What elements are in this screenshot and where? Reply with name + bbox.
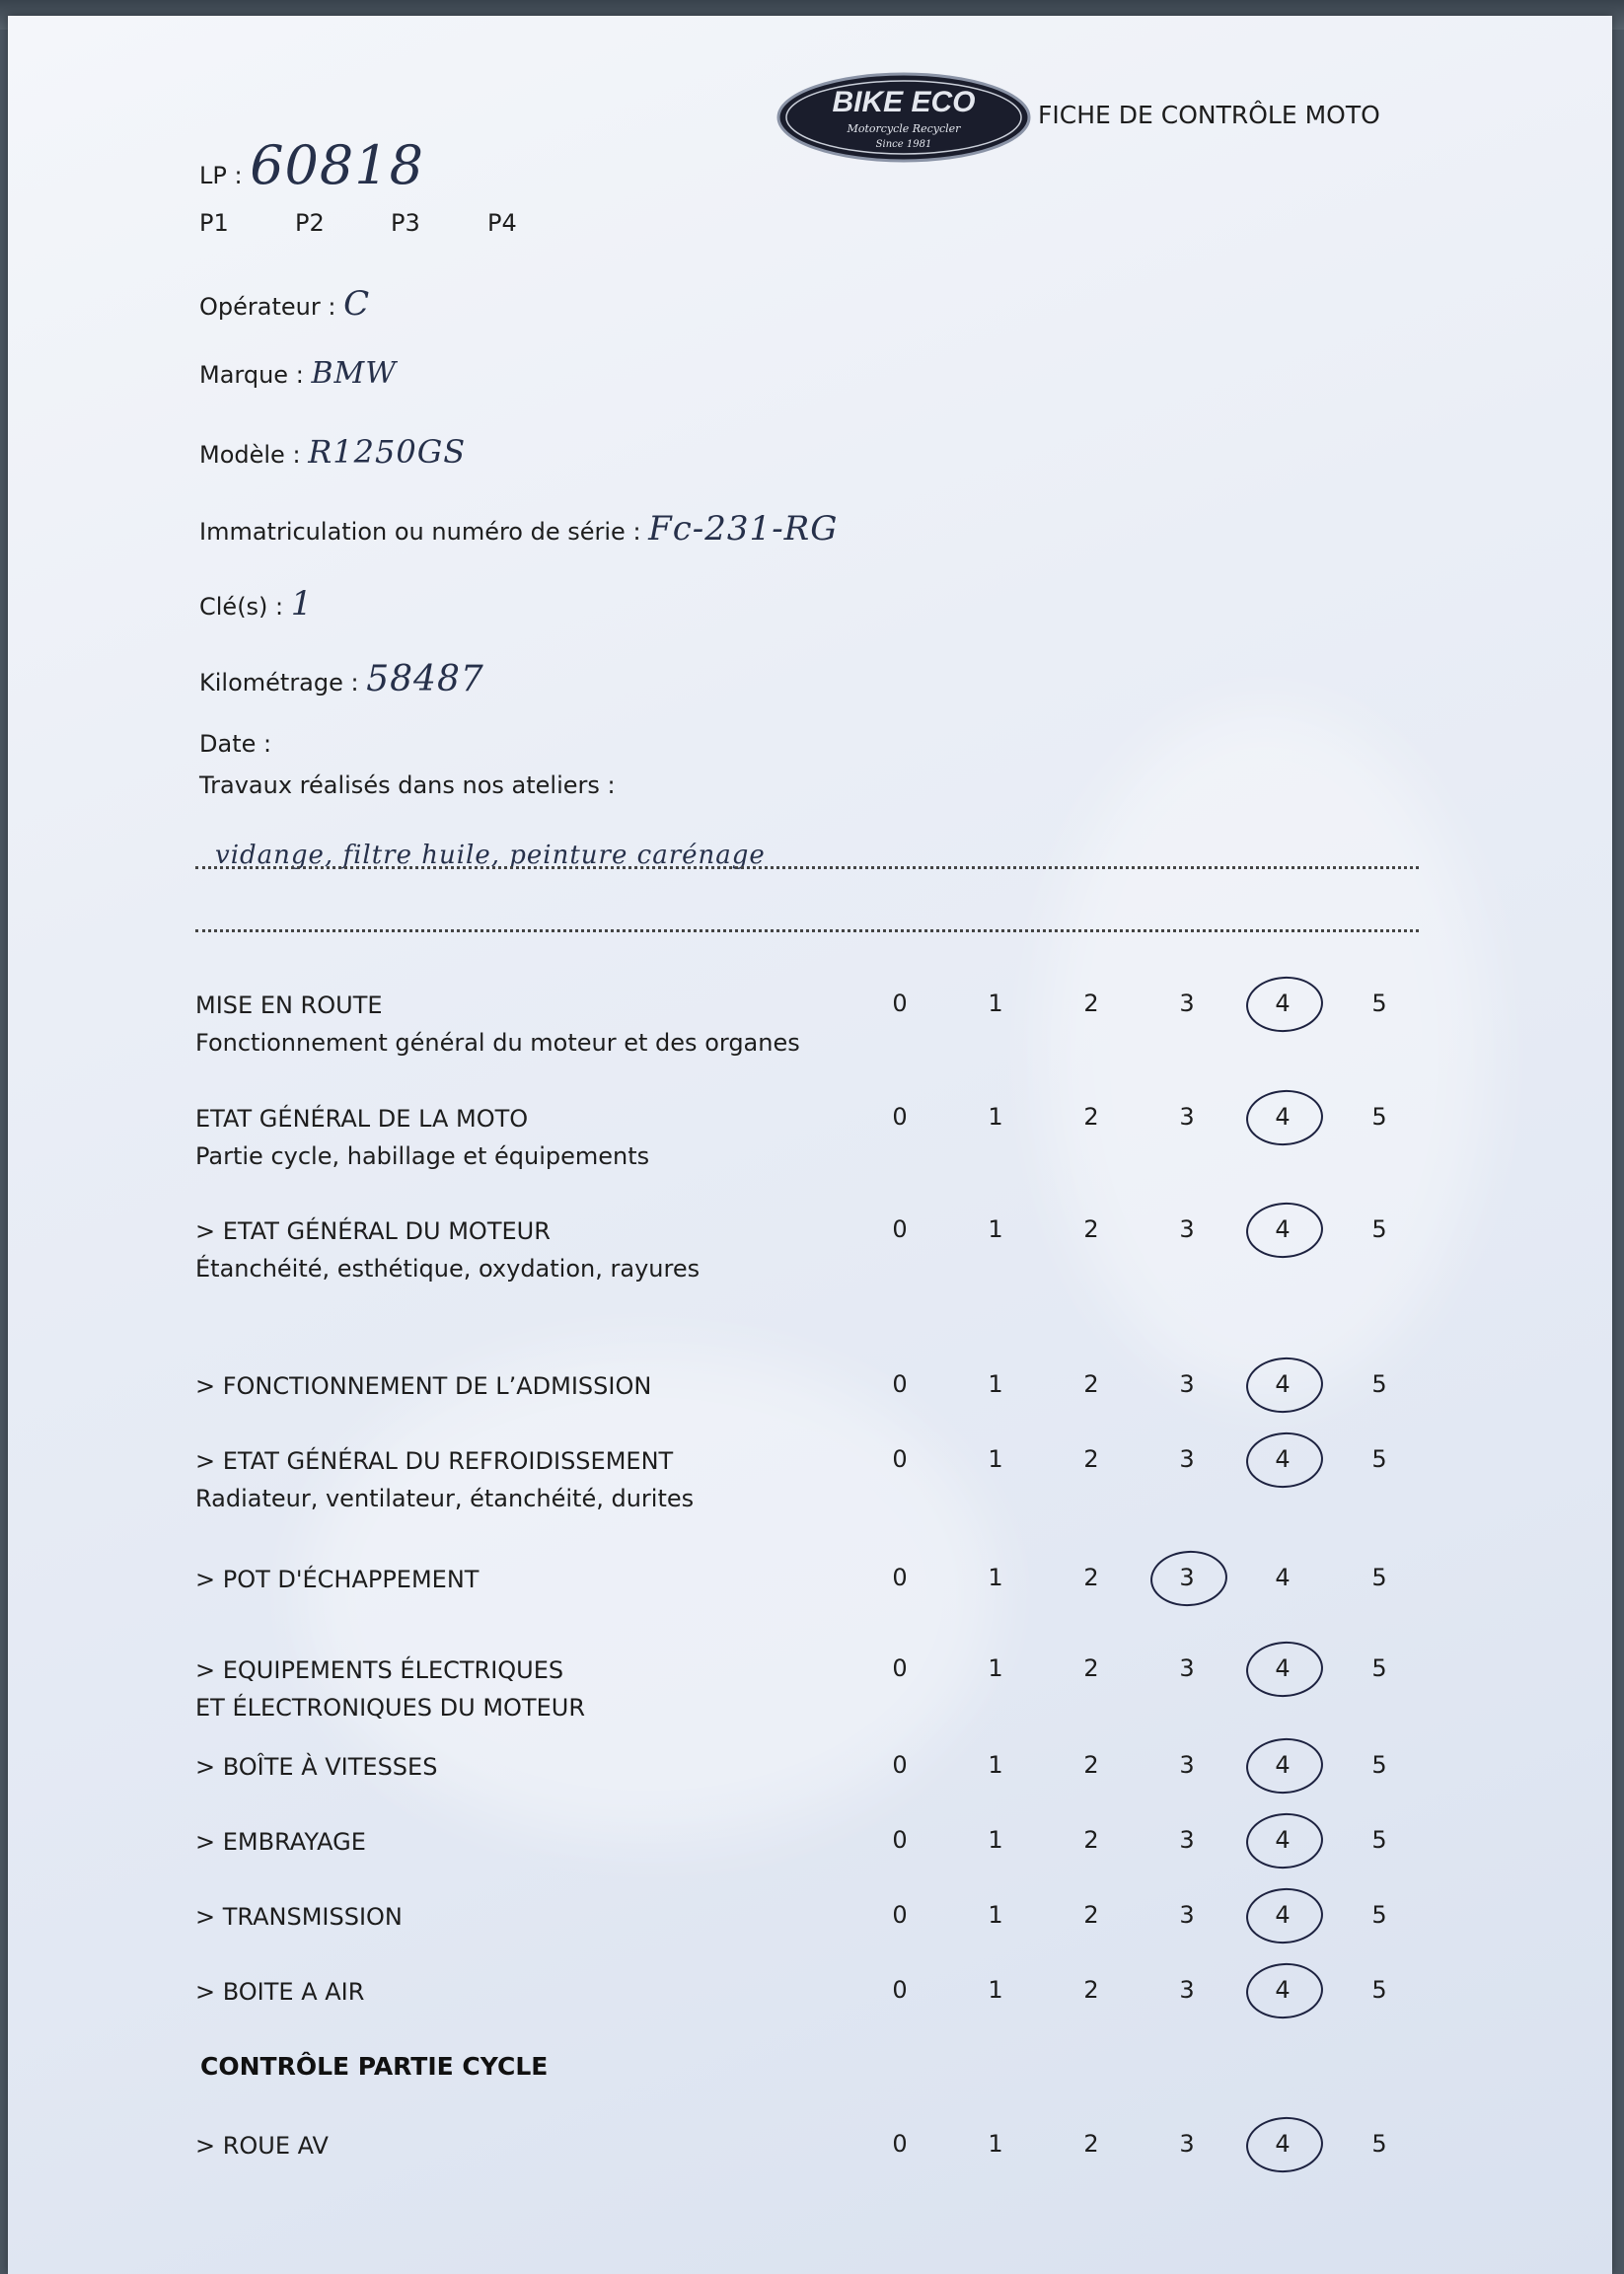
travaux-label: Travaux réalisés dans nos ateliers : [199,771,616,799]
row-subtitle: Fonctionnement général du moteur et des organes [195,1029,800,1057]
row-label [195,1561,479,1598]
score-option-2[interactable]: 2 [1083,1564,1099,1591]
cles-value: 1 [290,584,314,624]
score-option-5[interactable]: 5 [1371,1564,1387,1591]
score-option-1[interactable]: 1 [988,1445,1003,1473]
svg-text:Motorcycle Recycler: Motorcycle Recycler [847,122,961,135]
score-option-0[interactable]: 0 [892,1564,908,1591]
score-option-2[interactable]: 2 [1083,1654,1099,1682]
row-label [195,1367,651,1405]
score-option-0[interactable]: 0 [892,1751,908,1779]
score-option-1[interactable]: 1 [988,2130,1003,2158]
score-option-1[interactable]: 1 [988,1370,1003,1398]
score-option-3[interactable]: 3 [1179,2130,1195,2158]
score-option-1[interactable]: 1 [988,1654,1003,1682]
dotted-line-1 [195,866,1419,869]
score-option-5[interactable]: 5 [1371,1103,1387,1131]
score-option-5[interactable]: 5 [1371,1976,1387,2004]
paper-glare [1044,706,1488,1397]
bike-eco-logo [775,70,1032,165]
score-option-3[interactable]: 3 [1179,1751,1195,1779]
score-option-2[interactable]: 2 [1083,1370,1099,1398]
score-option-0[interactable]: 0 [892,1215,908,1243]
score-option-3[interactable]: 3 [1179,1976,1195,2004]
score-option-1[interactable]: 1 [988,990,1003,1017]
row-title: > BOÎTE À VITESSES [195,1753,438,1781]
svg-text:Since 1981: Since 1981 [875,139,932,150]
immatriculation-value: Fc-231-RG [648,509,839,549]
score-option-1[interactable]: 1 [988,1976,1003,2004]
row-label [195,1100,649,1175]
score-option-1[interactable]: 1 [988,1901,1003,1929]
score-option-2[interactable]: 2 [1083,990,1099,1017]
section-controle-partie-cycle: CONTRÔLE PARTIE CYCLE [200,2052,549,2081]
selected-score-circle [1244,2114,1325,2174]
lp-field [199,134,424,196]
row-title: ETAT GÉNÉRAL DE LA MOTO [195,1105,529,1133]
score-option-2[interactable]: 2 [1083,1901,1099,1929]
score-option-2[interactable]: 2 [1083,1445,1099,1473]
score-option-4[interactable]: 4 [1275,1103,1291,1131]
modele-field [199,433,466,471]
row-label [195,1748,437,1786]
selected-score-circle [1244,1810,1325,1871]
score-option-0[interactable]: 0 [892,1826,908,1854]
selected-score-circle [1148,1548,1229,1608]
selected-score-circle [1244,1735,1325,1796]
score-option-1[interactable]: 1 [988,1215,1003,1243]
score-option-5[interactable]: 5 [1371,990,1387,1017]
row-subtitle: Radiateur, ventilateur, étanchéité, durites [195,1485,695,1512]
score-option-2[interactable]: 2 [1083,1215,1099,1243]
score-option-5[interactable]: 5 [1371,1445,1387,1473]
score-option-4[interactable]: 4 [1275,1901,1291,1929]
score-option-1[interactable]: 1 [988,1564,1003,1591]
lp-label: LP : [199,162,243,189]
score-option-3[interactable]: 3 [1179,1564,1195,1591]
score-option-3[interactable]: 3 [1179,1654,1195,1682]
row-title: > TRANSMISSION [195,1903,403,1931]
control-sheet [8,16,1612,2274]
row-label [195,1651,585,1726]
score-option-3[interactable]: 3 [1179,1370,1195,1398]
score-option-4[interactable]: 4 [1275,1215,1291,1243]
score-option-4[interactable]: 4 [1275,1826,1291,1854]
row-title: > POT D'ÉCHAPPEMENT [195,1566,480,1593]
score-option-4[interactable]: 4 [1275,1445,1291,1473]
selected-score-circle [1244,1639,1325,1699]
score-option-3[interactable]: 3 [1179,1445,1195,1473]
score-option-5[interactable]: 5 [1371,2130,1387,2158]
operateur-value: C [343,284,371,324]
row-subtitle: Étanchéité, esthétique, oxydation, rayures [195,1255,701,1283]
row-title: > FONCTIONNEMENT DE L’ADMISSION [195,1372,652,1400]
score-option-1[interactable]: 1 [988,1751,1003,1779]
position-p3: P3 [391,209,420,237]
score-option-4[interactable]: 4 [1275,1370,1291,1398]
travaux-value: vidange, filtre huile, peinture carénage [215,841,766,870]
score-option-4[interactable]: 4 [1275,1564,1291,1591]
marque-field [199,356,397,391]
row-subtitle: Partie cycle, habillage et équipements [195,1142,650,1170]
score-option-2[interactable]: 2 [1083,1751,1099,1779]
score-option-5[interactable]: 5 [1371,1215,1387,1243]
score-option-2[interactable]: 2 [1083,1976,1099,2004]
score-option-2[interactable]: 2 [1083,2130,1099,2158]
position-p2: P2 [295,209,325,237]
selected-score-circle [1244,1885,1325,1945]
modele-label: Modèle : [199,441,301,469]
immatriculation-field [199,509,838,549]
modele-value: R1250GS [308,433,467,471]
score-option-0[interactable]: 0 [892,1103,908,1131]
marque-label: Marque : [199,361,304,389]
row-title: > EMBRAYAGE [195,1828,366,1856]
marque-value: BMW [311,356,398,391]
sheet-title: FICHE DE CONTRÔLE MOTO [1038,101,1380,129]
position-p1: P1 [199,209,229,237]
score-option-1[interactable]: 1 [988,1826,1003,1854]
cles-field [199,584,313,624]
score-option-0[interactable]: 0 [892,1445,908,1473]
operateur-field [199,284,370,324]
score-option-5[interactable]: 5 [1371,1654,1387,1682]
row-title: > ROUE AV [195,2132,329,2160]
kilometrage-label: Kilométrage : [199,669,359,697]
score-option-3[interactable]: 3 [1179,1103,1195,1131]
row-label [195,1442,694,1517]
cles-label: Clé(s) : [199,593,284,621]
row-subtitle: ET ÉLECTRONIQUES DU MOTEUR [195,1694,585,1722]
score-option-4[interactable]: 4 [1275,1976,1291,2004]
svg-text:BIKE ECO: BIKE ECO [832,86,976,118]
score-option-0[interactable]: 0 [892,990,908,1017]
row-label [195,1973,364,2011]
score-option-5[interactable]: 5 [1371,1901,1387,1929]
row-title: > ETAT GÉNÉRAL DU REFROIDISSEMENT [195,1447,674,1475]
score-option-5[interactable]: 5 [1371,1751,1387,1779]
selected-score-circle [1244,1430,1325,1490]
lp-value: 60818 [250,134,424,196]
position-p4: P4 [487,209,517,237]
score-option-4[interactable]: 4 [1275,1751,1291,1779]
row-label [195,987,800,1062]
immatriculation-label: Immatriculation ou numéro de série : [199,518,641,546]
score-option-3[interactable]: 3 [1179,1901,1195,1929]
score-option-4[interactable]: 4 [1275,1654,1291,1682]
score-option-4[interactable]: 4 [1275,990,1291,1017]
row-title: > BOITE A AIR [195,1978,365,2006]
row-label [195,1823,366,1861]
score-option-5[interactable]: 5 [1371,1370,1387,1398]
row-label [195,1212,700,1287]
score-option-0[interactable]: 0 [892,1370,908,1398]
score-option-0[interactable]: 0 [892,2130,908,2158]
date-label: Date : [199,730,272,758]
operateur-label: Opérateur : [199,293,336,321]
row-title: MISE EN ROUTE [195,991,383,1019]
dotted-line-2 [195,929,1419,932]
score-option-4[interactable]: 4 [1275,2130,1291,2158]
score-option-3[interactable]: 3 [1179,1826,1195,1854]
score-option-2[interactable]: 2 [1083,1103,1099,1131]
score-option-5[interactable]: 5 [1371,1826,1387,1854]
score-option-1[interactable]: 1 [988,1103,1003,1131]
score-option-0[interactable]: 0 [892,1654,908,1682]
kilometrage-value: 58487 [366,659,484,699]
selected-score-circle [1244,1960,1325,2020]
score-option-3[interactable]: 3 [1179,990,1195,1017]
score-option-0[interactable]: 0 [892,1901,908,1929]
row-label [195,1898,403,1936]
score-option-0[interactable]: 0 [892,1976,908,2004]
row-title: > ETAT GÉNÉRAL DU MOTEUR [195,1217,551,1245]
row-label [195,2127,329,2164]
kilometrage-field [199,659,484,699]
score-option-3[interactable]: 3 [1179,1215,1195,1243]
score-option-2[interactable]: 2 [1083,1826,1099,1854]
row-title: > EQUIPEMENTS ÉLECTRIQUES [195,1656,564,1684]
